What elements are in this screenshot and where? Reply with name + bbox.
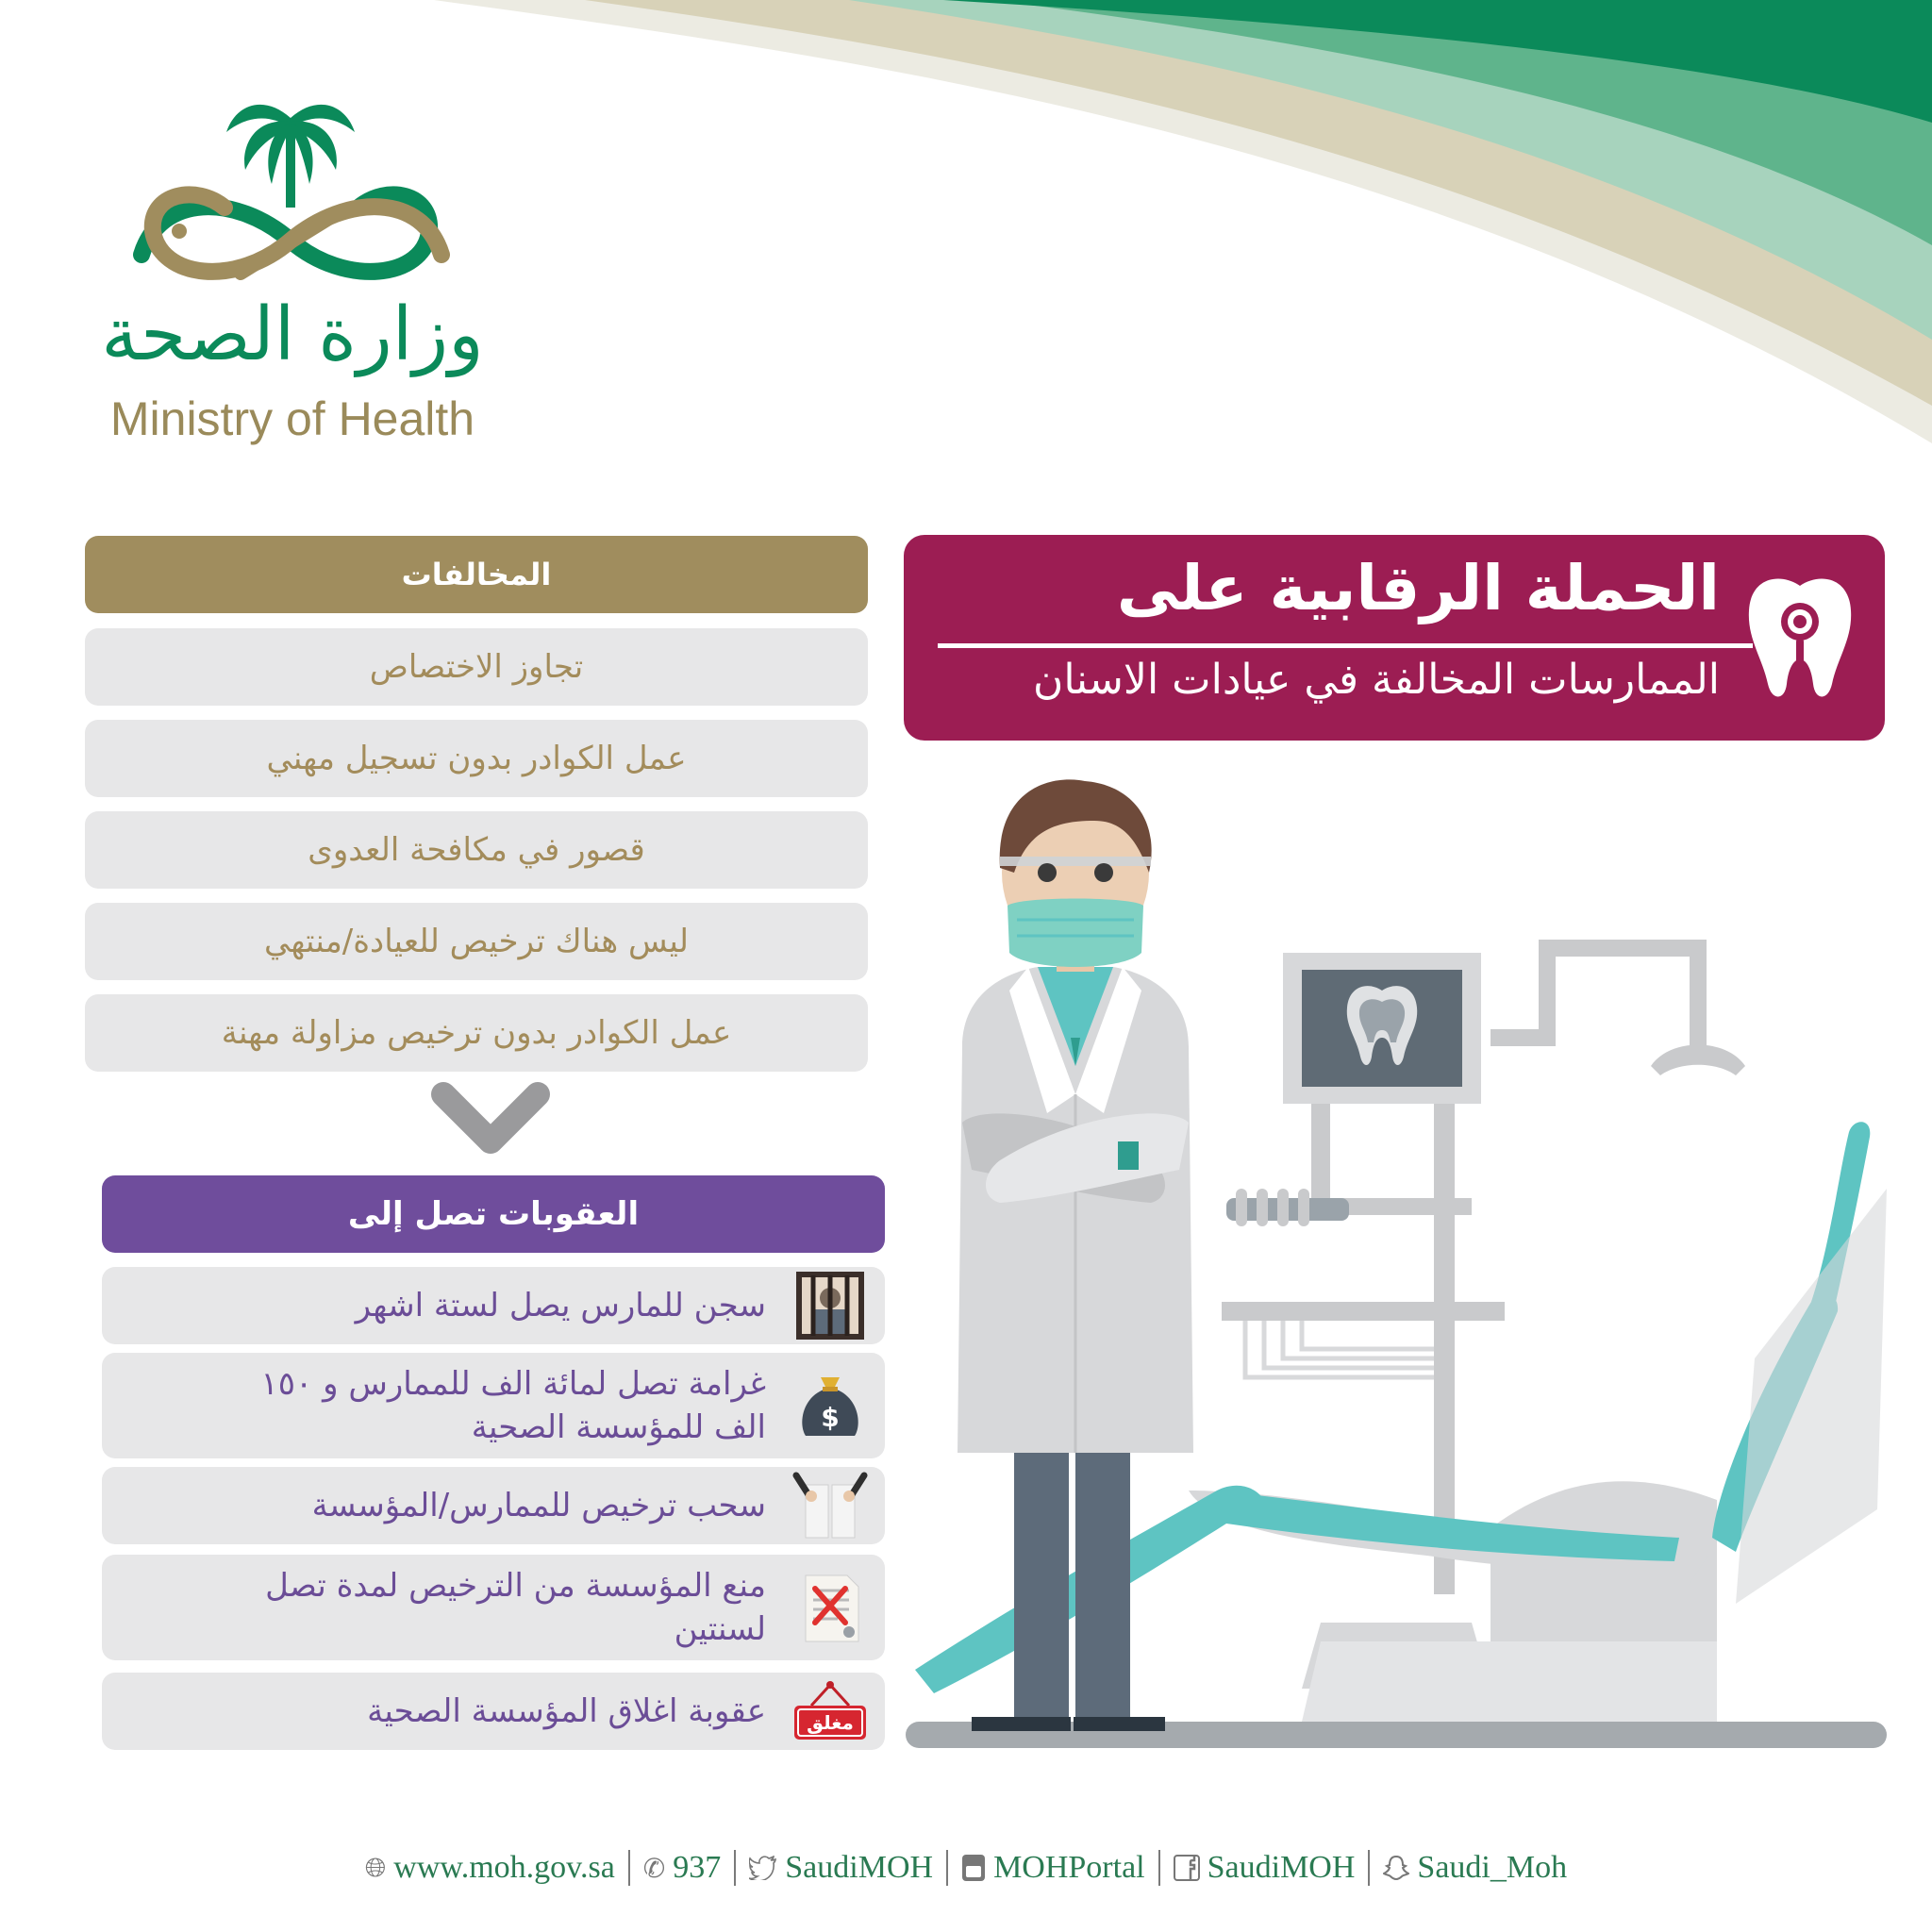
campaign-title: الحملة الرقابية على (1116, 552, 1720, 625)
phone-icon: ✆ (642, 1852, 666, 1884)
violation-item: ليس هناك ترخيص للعيادة/منتهي (85, 903, 868, 980)
palm-emblem-icon (85, 90, 500, 288)
violation-item: عمل الكوادر بدون ترخيص مزاولة مهنة (85, 994, 868, 1072)
penalty-text: منع المؤسسة من الترخيص لمدة تصل لسنتين (265, 1567, 766, 1648)
penalties-header: العقوبات تصل إلى (102, 1175, 885, 1253)
penalty-text: عقوبة اغلاق المؤسسة الصحية (367, 1692, 766, 1730)
torn-license-icon (792, 1468, 868, 1543)
penalty-item (102, 1467, 885, 1544)
closed-sign-icon (792, 1674, 868, 1749)
penalty-item (102, 1353, 885, 1458)
campaign-title-card (904, 535, 1885, 741)
youtube-text: MOHPortal (993, 1850, 1145, 1885)
footer-phone[interactable] (643, 1850, 721, 1886)
penalty-item (102, 1267, 885, 1344)
penalty-text: غرامة تصل لمائة الف للممارس و ١٥٠ الف للمؤسسة الصحية (260, 1365, 766, 1446)
dentist-illustration (906, 755, 1896, 1764)
snapchat-text: Saudi_Moh (1417, 1850, 1568, 1885)
closed-sign-text: مغلق (807, 1711, 854, 1734)
penalty-text: سحب ترخيص للممارس/المؤسسة (311, 1487, 766, 1524)
cancelled-document-icon (792, 1570, 868, 1645)
logo-english-text: Ministry of Health (109, 392, 475, 445)
violations-header: المخالفات (85, 536, 868, 613)
twitter-icon (749, 1856, 777, 1880)
logo-arabic-text: وزارة الصحة (101, 292, 484, 377)
tooth-magnifier-icon (1743, 573, 1857, 705)
footer-snapchat[interactable] (1383, 1850, 1567, 1886)
violation-item: تجاوز الاختصاص (85, 628, 868, 706)
footer-separator (946, 1850, 948, 1886)
facebook-icon (1174, 1855, 1200, 1881)
jail-icon (792, 1268, 868, 1343)
phone-text: 937 (673, 1850, 722, 1885)
footer-website[interactable] (365, 1850, 615, 1886)
moh-logo (85, 90, 500, 448)
svg-text:$: $ (821, 1402, 840, 1433)
twitter-text: SaudiMOH (785, 1850, 934, 1885)
footer-facebook[interactable] (1174, 1850, 1356, 1886)
chevron-down-icon (429, 1080, 552, 1160)
campaign-subtitle: الممارسات المخالفة في عيادات الاسنان (1033, 656, 1720, 704)
penalty-item (102, 1555, 885, 1660)
dentist-icon (958, 779, 1193, 1731)
footer-youtube[interactable] (961, 1850, 1145, 1886)
facebook-text: SaudiMOH (1207, 1850, 1356, 1885)
footer-separator (734, 1850, 736, 1886)
money-bag-icon (792, 1368, 868, 1443)
youtube-icon (961, 1854, 986, 1882)
footer-separator (1158, 1850, 1160, 1886)
footer-twitter[interactable] (749, 1850, 933, 1886)
website-text: www.moh.gov.sa (393, 1850, 615, 1885)
title-divider (938, 643, 1753, 648)
footer-separator (628, 1850, 630, 1886)
violation-item: قصور في مكافحة العدوى (85, 811, 868, 889)
snapchat-icon (1383, 1855, 1409, 1881)
footer-contacts (0, 1840, 1932, 1896)
penalty-item (102, 1673, 885, 1750)
footer-separator (1368, 1850, 1370, 1886)
penalty-text: سجن للمارس يصل لستة اشهر (355, 1287, 766, 1324)
globe-icon: 🌐︎ (364, 1852, 387, 1883)
violation-item: عمل الكوادر بدون تسجيل مهني (85, 720, 868, 797)
